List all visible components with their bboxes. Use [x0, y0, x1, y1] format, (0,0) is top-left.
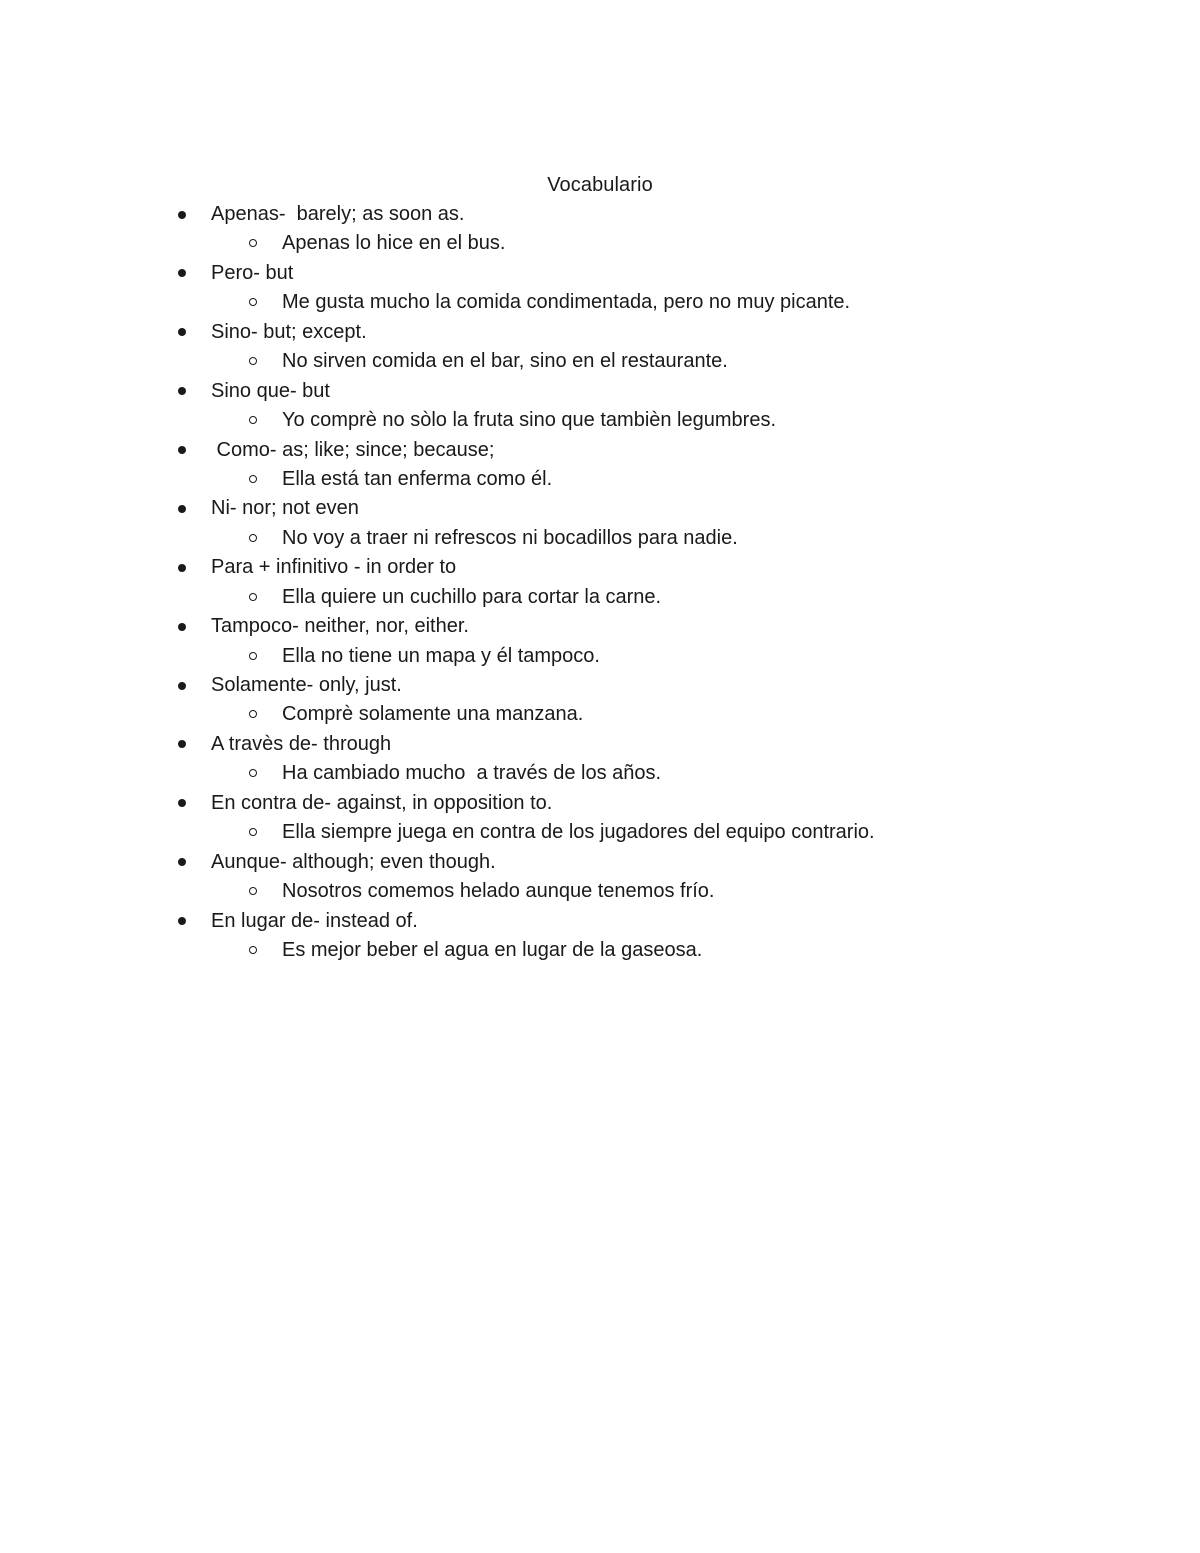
vocab-term: Aunque- although; even though.	[211, 850, 496, 873]
vocab-example-row	[0, 642, 1200, 671]
vocab-example: Ella no tiene un mapa y él tampoco.	[282, 644, 600, 667]
vocab-example: Es mejor beber el agua en lugar de la gaseosa.	[282, 938, 703, 961]
vocabulary-list	[0, 200, 1200, 965]
vocab-term: En lugar de- instead of.	[211, 909, 418, 932]
list-item	[0, 259, 1200, 318]
bullet-disc-icon	[178, 446, 186, 454]
list-item	[0, 848, 1200, 907]
vocab-example: Nosotros comemos helado aunque tenemos frío.	[282, 880, 715, 903]
vocab-term-row	[0, 907, 1200, 936]
vocab-term-row	[0, 553, 1200, 582]
vocab-term-row	[0, 730, 1200, 759]
vocab-term: Apenas- barely; as soon as.	[211, 203, 465, 225]
vocab-example-row	[0, 936, 1200, 965]
vocab-term: A travès de- through	[211, 732, 392, 755]
vocab-example-row	[0, 759, 1200, 788]
bullet-disc-icon	[178, 564, 186, 572]
vocab-example-row	[0, 818, 1200, 847]
bullet-circle-icon	[249, 416, 257, 424]
vocab-term: Sino- but; except.	[211, 320, 367, 343]
bullet-circle-icon	[249, 887, 257, 895]
bullet-circle-icon	[249, 828, 257, 836]
list-item	[0, 789, 1200, 848]
vocab-term-row	[0, 789, 1200, 818]
vocab-example: Ha cambiado mucho a través de los años.	[282, 762, 662, 785]
bullet-circle-icon	[249, 710, 257, 718]
list-item	[0, 318, 1200, 377]
vocab-example: Ella está tan enferma como él.	[282, 467, 553, 490]
bullet-circle-icon	[249, 298, 257, 306]
list-item	[0, 377, 1200, 436]
bullet-circle-icon	[249, 652, 257, 660]
vocab-term: En contra de- against, in opposition to.	[211, 791, 553, 814]
vocab-term-row	[0, 377, 1200, 406]
bullet-disc-icon	[178, 799, 186, 807]
vocab-term-row	[0, 671, 1200, 700]
bullet-circle-icon	[249, 475, 257, 483]
vocab-example: No voy a traer ni refrescos ni bocadillos para nadie.	[282, 526, 738, 549]
bullet-disc-icon	[178, 682, 186, 690]
bullet-circle-icon	[249, 946, 257, 954]
vocab-term: Como- as; like; since; because;	[211, 438, 495, 461]
list-item	[0, 612, 1200, 671]
vocab-example-row	[0, 229, 1200, 258]
bullet-disc-icon	[178, 858, 186, 866]
vocab-example-row	[0, 700, 1200, 729]
vocab-example-row	[0, 524, 1200, 553]
list-item	[0, 200, 1200, 259]
vocab-example: Yo comprè no sòlo la fruta sino que tambièn legumbres.	[282, 409, 776, 432]
bullet-disc-icon	[178, 740, 186, 748]
vocab-example-row	[0, 406, 1200, 435]
bullet-circle-icon	[249, 357, 257, 365]
list-item	[0, 907, 1200, 966]
vocab-term-row	[0, 259, 1200, 288]
vocab-example: Apenas lo hice en el bus.	[282, 232, 506, 255]
list-item	[0, 730, 1200, 789]
vocab-example-row	[0, 877, 1200, 906]
bullet-disc-icon	[178, 917, 186, 925]
bullet-disc-icon	[178, 211, 186, 219]
bullet-circle-icon	[249, 239, 257, 247]
bullet-disc-icon	[178, 387, 186, 395]
bullet-disc-icon	[178, 328, 186, 336]
bullet-circle-icon	[249, 769, 257, 777]
list-item	[0, 553, 1200, 612]
vocab-example: Comprè solamente una manzana.	[282, 703, 584, 726]
vocab-term: Sino que- but	[211, 379, 330, 402]
vocab-term-row	[0, 848, 1200, 877]
vocab-term-row	[0, 494, 1200, 523]
list-item	[0, 494, 1200, 553]
vocab-term-row	[0, 318, 1200, 347]
vocab-term: Tampoco- neither, nor, either.	[211, 615, 469, 638]
vocab-term: Para + infinitivo - in order to	[211, 556, 457, 579]
vocab-example-row	[0, 465, 1200, 494]
vocab-example: Ella quiere un cuchillo para cortar la carne.	[282, 585, 662, 608]
vocab-term: Solamente- only, just.	[211, 674, 402, 696]
vocab-term-row	[0, 436, 1200, 465]
vocab-term-row	[0, 200, 1200, 229]
bullet-disc-icon	[178, 623, 186, 631]
vocab-example-row	[0, 583, 1200, 612]
document-title: Vocabulario	[547, 174, 653, 196]
vocab-term-row	[0, 612, 1200, 641]
bullet-disc-icon	[178, 505, 186, 513]
vocab-example: No sirven comida en el bar, sino en el restaurante.	[282, 350, 728, 373]
vocab-term: Pero- but	[211, 261, 294, 284]
vocab-term: Ni- nor; not even	[211, 497, 359, 520]
list-item	[0, 671, 1200, 730]
bullet-disc-icon	[178, 269, 186, 277]
bullet-circle-icon	[249, 534, 257, 542]
list-item	[0, 436, 1200, 495]
vocab-example-row	[0, 347, 1200, 376]
vocab-example: Ella siempre juega en contra de los jugadores del equipo contrario.	[282, 821, 875, 844]
vocab-example-row	[0, 288, 1200, 317]
vocab-example: Me gusta mucho la comida condimentada, pero no muy picante.	[282, 291, 851, 314]
bullet-circle-icon	[249, 593, 257, 601]
